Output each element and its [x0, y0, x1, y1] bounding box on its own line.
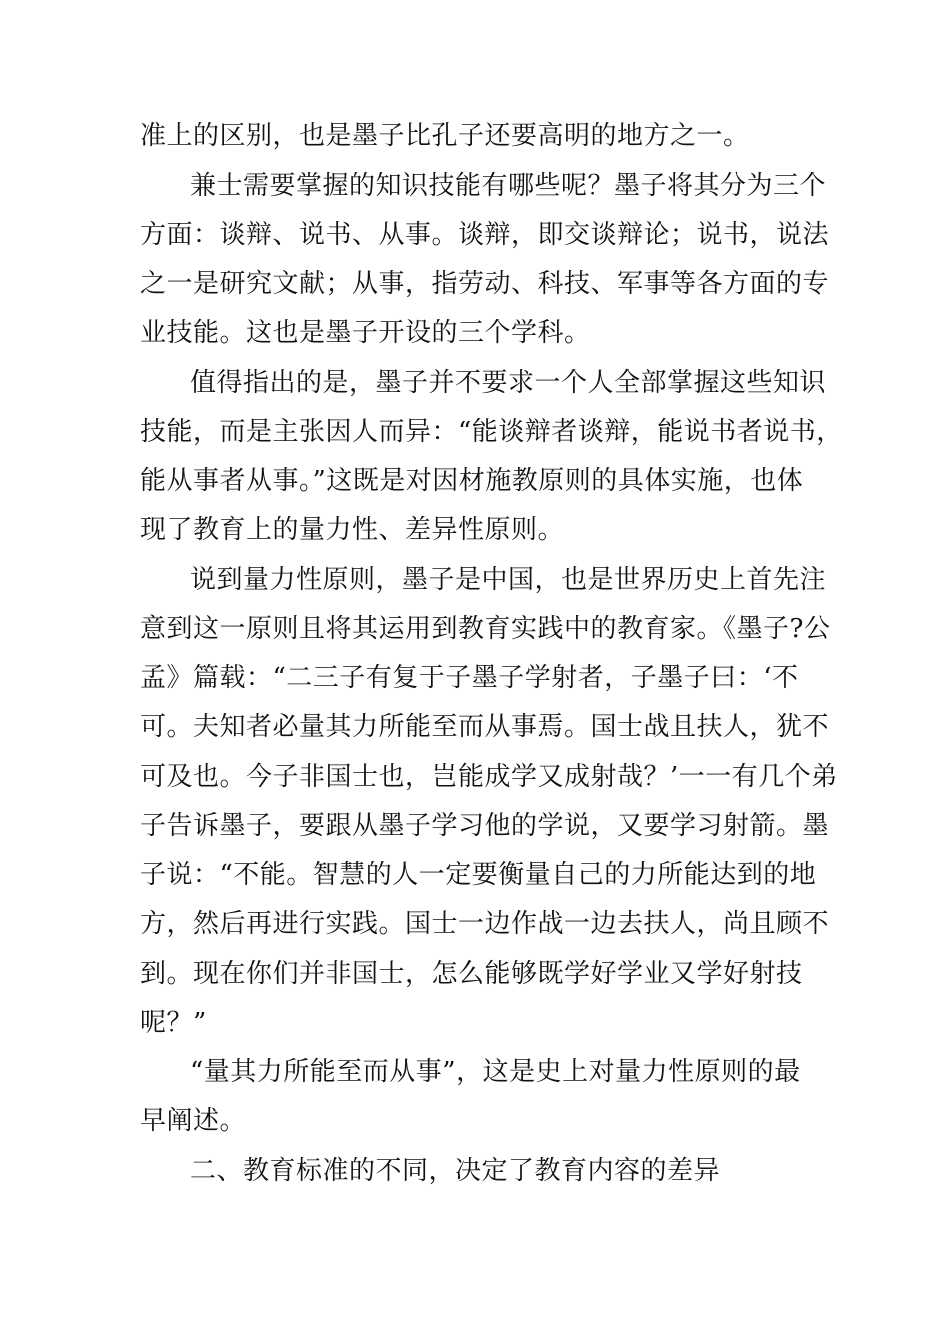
text-line: 现了教育上的量力性、差异性原则。 — [140, 515, 565, 545]
text-line: 方面：谈辩、说书、从事。谈辩，即交谈辩论；说书，说法 — [140, 220, 830, 250]
text-line: 意到这一原则且将其运用到教育实践中的教育家。《墨子?公 — [140, 614, 831, 644]
text-line: 可及也。今子非国士也，岂能成学又成射哉？’一一有几个弟 — [140, 762, 838, 792]
text-line: 早阐述。 — [140, 1106, 247, 1136]
text-line: 技能，而是主张因人而异：“能谈辩者谈辩，能说书者说书， — [140, 417, 843, 447]
text-line: 子告诉墨子，要跟从墨子学习他的学说，又要学习射箭。墨 — [140, 811, 830, 841]
text-line: 可。夫知者必量其力所能至而从事焉。国士战且扶人，犹不 — [140, 712, 830, 742]
section-heading: 二、教育标准的不同，决定了教育内容的差异 — [190, 1156, 721, 1186]
text-line: 能从事者从事。”这既是对因材施教原则的具体实施，也体 — [140, 466, 804, 496]
paragraph-first-line: 说到量力性原则，墨子是中国，也是世界历史上首先注 — [190, 565, 827, 595]
text-line: 子说：“不能。智慧的人一定要衡量自己的力所能达到的地 — [140, 860, 817, 890]
text-line: 之一是研究文献；从事，指劳动、科技、军事等各方面的专 — [140, 269, 830, 299]
text-line: 到。现在你们并非国士，怎么能够既学好学业又学好射技 — [140, 959, 803, 989]
text-line: 方，然后再进行实践。国士一边作战一边去扶人，尚且顾不 — [140, 909, 830, 939]
text-line: 准上的区别，也是墨子比孔子还要高明的地方之一。 — [140, 121, 750, 151]
paragraph-first-line: 兼士需要掌握的知识技能有哪些呢？墨子将其分为三个 — [190, 171, 827, 201]
text-line: 业技能。这也是墨子开设的三个学科。 — [140, 318, 591, 348]
text-line: 孟》篇载：“二三子有复于子墨子学射者，子墨子曰：‘不 — [140, 663, 799, 693]
paragraph-first-line: “量其力所能至而从事”，这是史上对量力性原则的最 — [190, 1057, 801, 1087]
text-line: 呢？” — [140, 1008, 207, 1038]
paragraph-first-line: 值得指出的是，墨子并不要求一个人全部掌握这些知识 — [190, 368, 827, 398]
